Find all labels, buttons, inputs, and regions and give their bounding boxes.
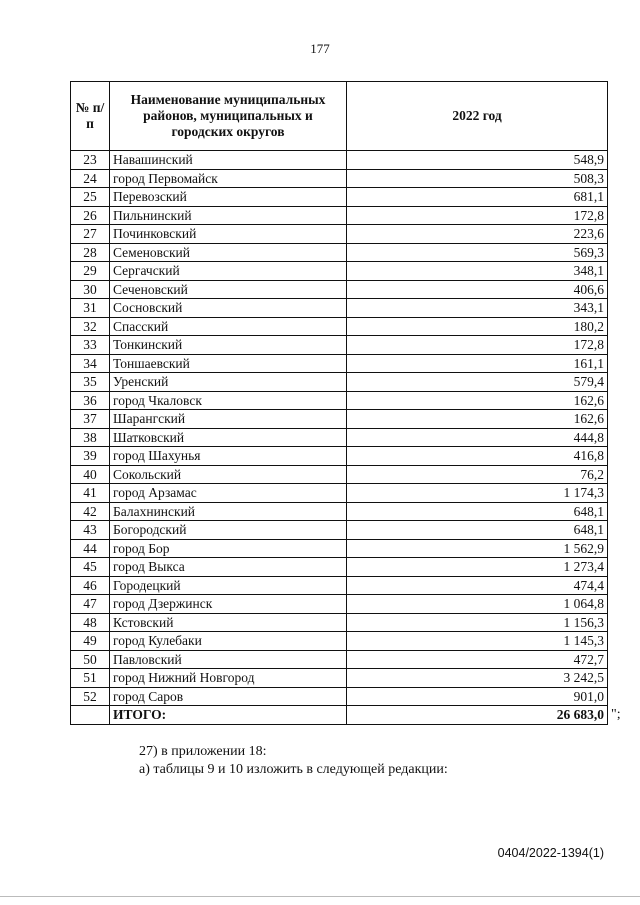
row-value: 548,9 [347,151,608,170]
row-number: 32 [71,317,110,336]
row-name: Сеченовский [110,280,347,299]
table-header-row [71,82,608,151]
row-name: Павловский [110,650,347,669]
row-name: Городецкий [110,576,347,595]
total-label: ИТОГО: [110,706,347,725]
row-number: 23 [71,151,110,170]
row-name: Тонкинский [110,336,347,355]
row-number: 52 [71,687,110,706]
row-value: 223,6 [347,225,608,244]
table-row [71,188,608,207]
row-value: 1 064,8 [347,595,608,614]
header-year: 2022 год [347,82,608,151]
row-number: 24 [71,169,110,188]
document-code: 0404/2022-1394(1) [497,846,604,860]
row-value: 1 273,4 [347,558,608,577]
row-name: город Шахунья [110,447,347,466]
row-name: город Выкса [110,558,347,577]
row-value: 1 174,3 [347,484,608,503]
table-row [71,169,608,188]
row-value: 474,4 [347,576,608,595]
table-row [71,521,608,540]
table-row [71,539,608,558]
table-row [71,243,608,262]
table-row [71,280,608,299]
table-row [71,354,608,373]
row-name: город Нижний Новгород [110,669,347,688]
row-name: Шарангский [110,410,347,429]
row-number: 50 [71,650,110,669]
table-body [71,151,608,706]
row-number: 49 [71,632,110,651]
body-text-line-2: а) таблицы 9 и 10 изложить в следующей редакции: [139,762,448,777]
row-name: город Чкаловск [110,391,347,410]
row-number: 33 [71,336,110,355]
row-number: 42 [71,502,110,521]
row-number: 35 [71,373,110,392]
table-row [71,447,608,466]
row-number: 51 [71,669,110,688]
row-value: 648,1 [347,521,608,540]
row-name: Уренский [110,373,347,392]
row-value: 406,6 [347,280,608,299]
table-row [71,595,608,614]
table-row [71,410,608,429]
row-name: Сосновский [110,299,347,318]
row-number: 30 [71,280,110,299]
row-name: Пильнинский [110,206,347,225]
row-number: 46 [71,576,110,595]
row-number: 34 [71,354,110,373]
body-text-line-1: 27) в приложении 18: [139,744,267,759]
table-row [71,262,608,281]
row-name: Перевозский [110,188,347,207]
row-name: город Арзамас [110,484,347,503]
row-value: 579,4 [347,373,608,392]
row-number: 28 [71,243,110,262]
table-row [71,484,608,503]
closing-quote-mark: "; [611,707,621,722]
row-name: город Кулебаки [110,632,347,651]
table-row [71,336,608,355]
table-row [71,299,608,318]
row-number: 38 [71,428,110,447]
row-value: 1 156,3 [347,613,608,632]
row-name: город Первомайск [110,169,347,188]
row-value: 162,6 [347,410,608,429]
total-empty-cell [71,706,110,725]
row-value: 172,8 [347,336,608,355]
table-row [71,558,608,577]
table-row [71,465,608,484]
table-row [71,669,608,688]
table-row [71,317,608,336]
row-name: Сергачский [110,262,347,281]
page-number: 177 [310,41,330,56]
row-name: Семеновский [110,243,347,262]
row-name: город Бор [110,539,347,558]
table-row [71,650,608,669]
row-name: Навашинский [110,151,347,170]
row-number: 40 [71,465,110,484]
row-number: 25 [71,188,110,207]
row-number: 29 [71,262,110,281]
row-number: 27 [71,225,110,244]
row-number: 47 [71,595,110,614]
row-value: 681,1 [347,188,608,207]
row-value: 3 242,5 [347,669,608,688]
table-row [71,151,608,170]
row-name: Сокольский [110,465,347,484]
table-row [71,576,608,595]
row-value: 472,7 [347,650,608,669]
total-value: 26 683,0 [347,706,608,725]
row-value: 569,3 [347,243,608,262]
table-row [71,391,608,410]
row-value: 162,6 [347,391,608,410]
row-value: 648,1 [347,502,608,521]
table-row [71,428,608,447]
row-value: 416,8 [347,447,608,466]
row-value: 1 145,3 [347,632,608,651]
row-name: Балахнинский [110,502,347,521]
row-value: 161,1 [347,354,608,373]
row-number: 44 [71,539,110,558]
row-value: 172,8 [347,206,608,225]
header-name: Наименование муниципальных районов, муниципальных и городских округов [110,82,347,151]
row-number: 48 [71,613,110,632]
row-value: 1 562,9 [347,539,608,558]
total-row [71,706,608,725]
row-name: город Саров [110,687,347,706]
table-row [71,687,608,706]
table-row [71,632,608,651]
table-row [71,225,608,244]
row-value: 348,1 [347,262,608,281]
budget-table [70,81,608,725]
row-value: 901,0 [347,687,608,706]
table-row [71,373,608,392]
row-name: Богородский [110,521,347,540]
row-value: 180,2 [347,317,608,336]
header-number: № п/п [71,82,110,151]
row-number: 41 [71,484,110,503]
table-row [71,613,608,632]
row-number: 45 [71,558,110,577]
row-number: 26 [71,206,110,225]
row-value: 508,3 [347,169,608,188]
row-name: Починковский [110,225,347,244]
row-name: Спасский [110,317,347,336]
row-name: Тоншаевский [110,354,347,373]
row-number: 31 [71,299,110,318]
row-number: 39 [71,447,110,466]
row-number: 37 [71,410,110,429]
row-value: 444,8 [347,428,608,447]
row-name: Кстовский [110,613,347,632]
table-row [71,502,608,521]
row-number: 43 [71,521,110,540]
row-number: 36 [71,391,110,410]
scan-edge [0,896,640,905]
row-name: Шатковский [110,428,347,447]
row-value: 343,1 [347,299,608,318]
row-name: город Дзержинск [110,595,347,614]
table-row [71,206,608,225]
row-value: 76,2 [347,465,608,484]
